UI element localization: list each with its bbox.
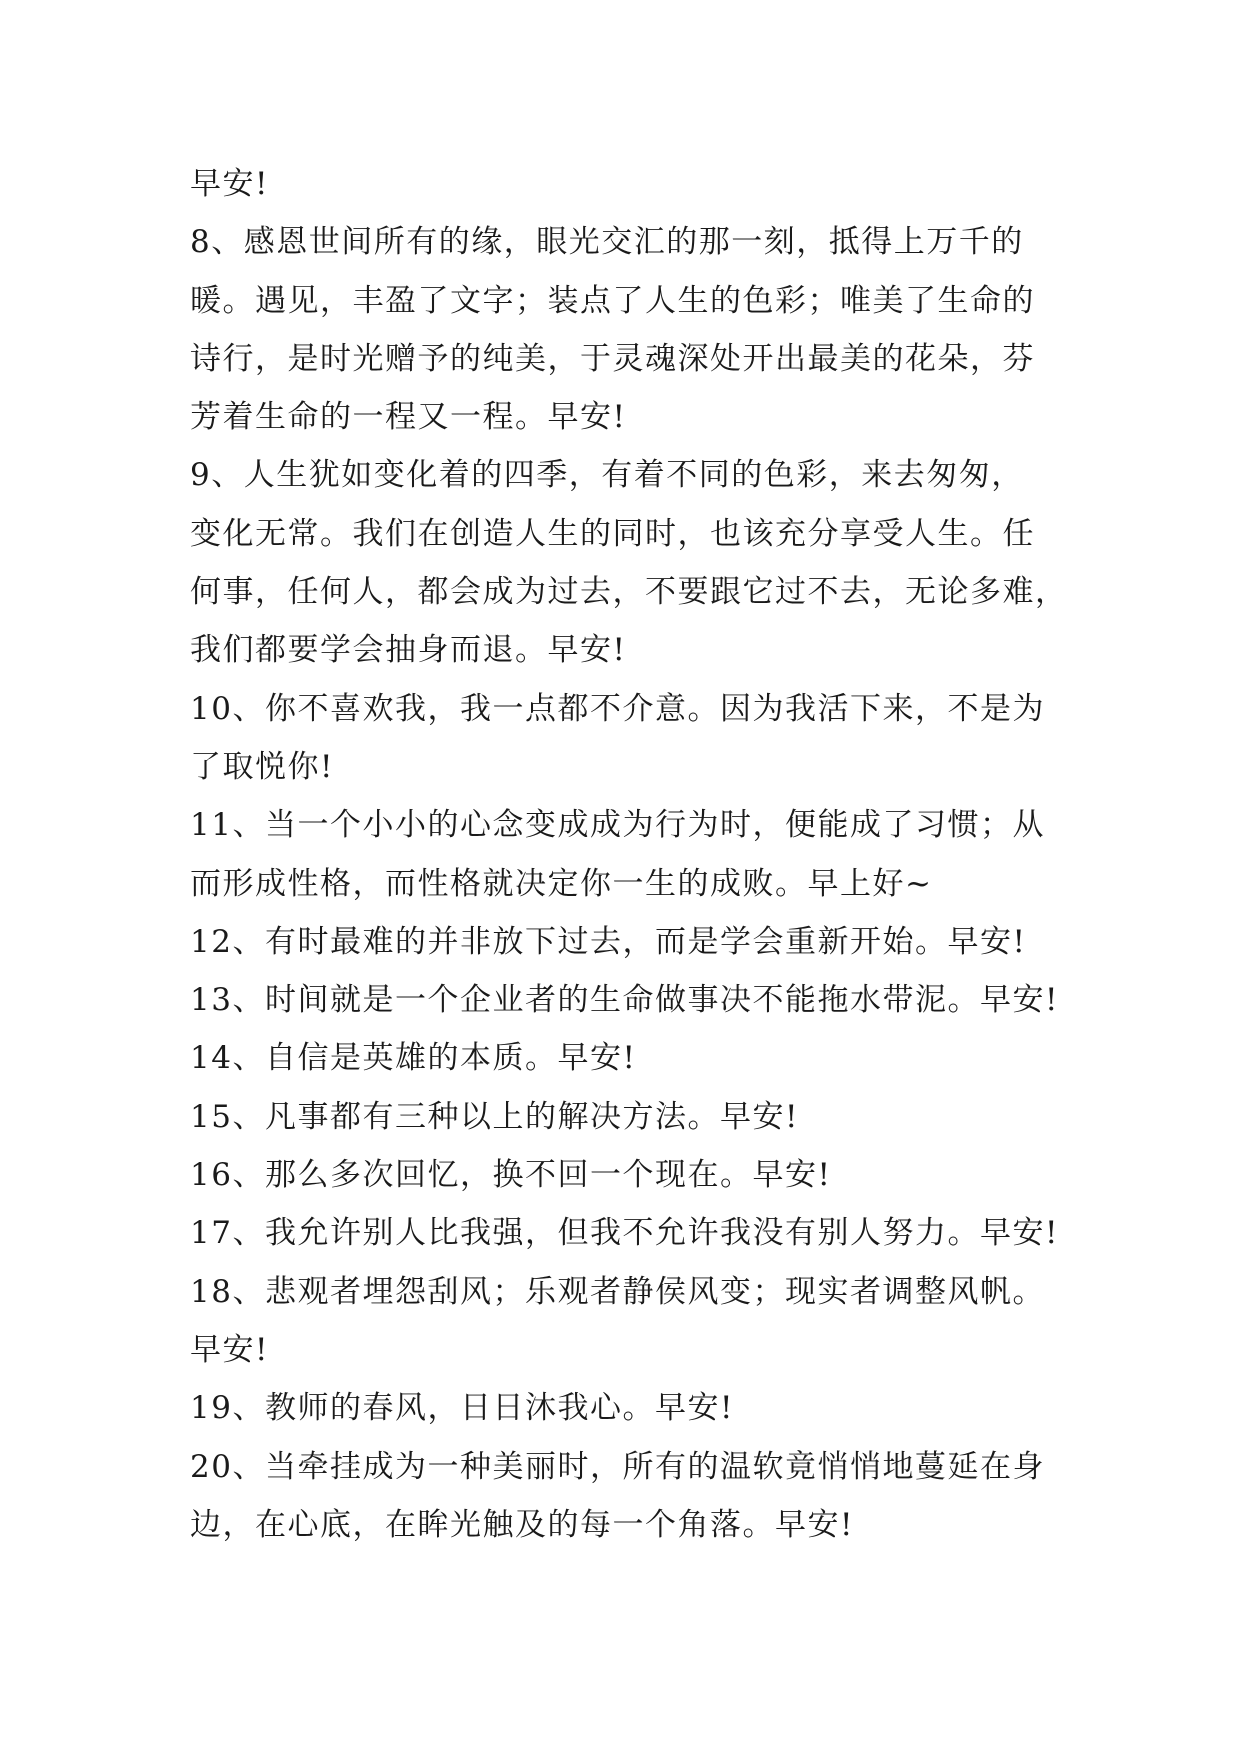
text-line: 早安! (190, 166, 269, 202)
text-line: 早安! (190, 1331, 269, 1368)
text-line: 10、你不喜欢我，我一点都不介意。因为我活下来，不是为 (190, 690, 1045, 727)
text-line: 13、时间就是一个企业者的生命做事决不能拖水带泥。早安! (190, 982, 1059, 1019)
text-line: 16、那么多次回忆，换不回一个现在。早安! (190, 1157, 832, 1194)
text-line: 17、我允许别人比我强，但我不允许我没有别人努力。早安! (190, 1215, 1059, 1252)
text-line: 15、凡事都有三种以上的解决方法。早安! (190, 1098, 799, 1135)
text-line: 9、人生犹如变化着的四季，有着不同的色彩，来去匆匆， (190, 457, 1024, 494)
text-line: 边，在心底，在眸光触及的每一个角落。早安! (190, 1506, 854, 1543)
text-line: 12、有时最难的并非放下过去，而是学会重新开始。早安! (190, 923, 1027, 960)
text-line: 14、自信是英雄的本质。早安! (190, 1040, 637, 1077)
text-line: 20、当牵挂成为一种美丽时，所有的温软竟悄悄地蔓延在身 (190, 1448, 1045, 1485)
text-line: 18、悲观者埋怨刮风；乐观者静侯风变；现实者调整风帆。 (190, 1273, 1045, 1310)
document-body (190, 155, 1080, 1554)
text-line: 变化无常。我们在创造人生的同时，也该充分享受人生。任 (190, 515, 1035, 552)
text-line: 诗行，是时光赠予的纯美，于灵魂深处开出最美的花朵，芬 (190, 340, 1035, 377)
text-line: 芳着生命的一程又一程。早安! (190, 399, 627, 436)
text-line: 我们都要学会抽身而退。早安! (190, 632, 627, 669)
text-line: 11、当一个小小的心念变成成为行为时，便能成了习惯；从 (190, 807, 1045, 844)
text-line: 何事，任何人，都会成为过去，不要跟它过不去，无论多难， (190, 574, 1068, 611)
text-line: 8、感恩世间所有的缘，眼光交汇的那一刻，抵得上万千的 (190, 224, 1024, 261)
text-line: 19、教师的春风，日日沐我心。早安! (190, 1390, 734, 1427)
text-line: 暖。遇见，丰盈了文字；装点了人生的色彩；唯美了生命的 (190, 282, 1035, 319)
text-line: 而形成性格，而性格就决定你一生的成败。早上好~ (190, 865, 933, 902)
text-line: 了取悦你! (190, 748, 334, 785)
